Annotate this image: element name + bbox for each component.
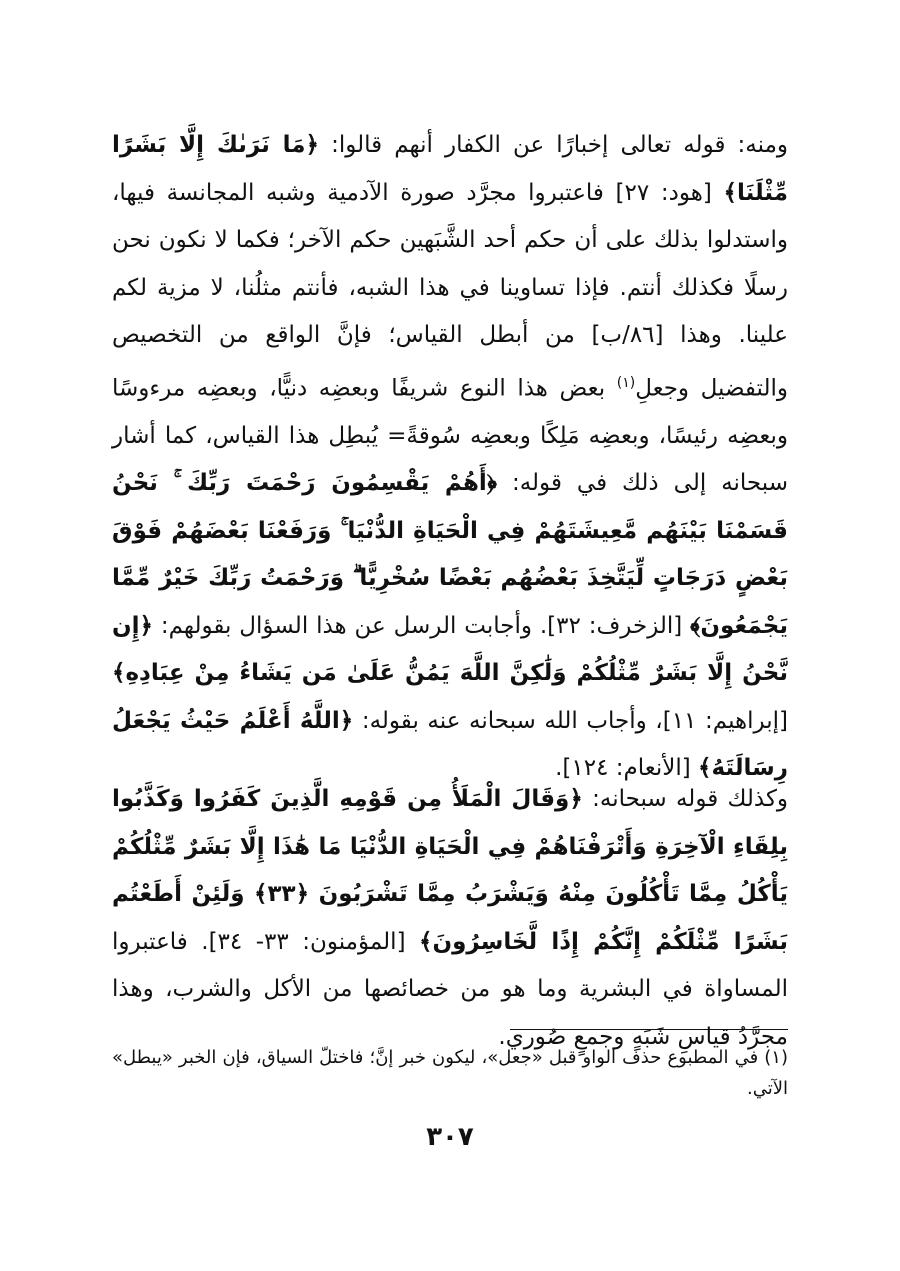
paragraph-2	[112, 776, 788, 1061]
paragraph-2-text	[112, 776, 788, 1061]
quran-verse-hud-27: ﴿مَا نَرَىٰكَ إِلَّا بَشَرًا مِّثْلَنَا﴾	[112, 132, 788, 206]
text-segment: ومنه: قوله تعالى إخبارًا عن الكفار أنهم قالوا:	[318, 132, 788, 158]
text-segment: [هود: ٢٧] فاعتبروا مجرَّد صورة الآدمية وشبه المجانسة فيها، واستدلوا بذلك على أن حكم أحد الشَّبَهين حكم الآخر؛ فكما لا نكون نحن رسلًا فكذلك أنتم. فإذا تساوينا في هذا الشبه، فأنتم مثلُنا، لا مزية لكم علينا. وهذا [٨٦/ب] من أبطل القياس؛ فإنَّ الواقع من التخصيص والتفضيل وجعلِ	[112, 179, 788, 402]
quran-verse-muminun-33-34: ﴿وَقَالَ الْمَلَأُ مِن قَوْمِهِ الَّذِينَ كَفَرُوا وَكَذَّبُوا بِلِقَاءِ الْآخِرَةِ وَأَتْرَفْنَاهُمْ فِي الْحَيَاةِ الدُّنْيَا مَا هَٰذَا إِلَّا بَشَرٌ مِّثْلُكُمْ يَأْكُلُ مِمَّا تَأْكُلُونَ مِنْهُ وَيَشْرَبُ مِمَّا تَشْرَبُونَ ﴿٣٣﴾ وَلَئِنْ أَطَعْتُم بَشَرًا مِّثْلَكُمْ إِنَّكُمْ إِذًا لَّخَاسِرُونَ﴾	[112, 786, 788, 955]
quran-verse-anam-124: ﴿اللَّهُ أَعْلَمُ حَيْثُ يَجْعَلُ رِسَالَتَهُ﴾	[112, 707, 788, 782]
text-segment: بعض هذا النوع شريفًا وبعضِه دنيًّا، وبعضِه مرءوسًا وبعضِه رئيسًا، وبعضِه مَلِكًا وبعضِه سُوقةً= يُبطِل هذا القياس، كما أشار سبحانه إلى ذلك في قوله:	[112, 375, 788, 497]
text-segment: [الزخرف: ٣٢]. وأجابت الرسل عن هذا السؤال بقولهم:	[153, 612, 691, 639]
paragraph-1	[112, 122, 788, 793]
quran-verse-zukhruf-32: ﴿أَهُمْ يَقْسِمُونَ رَحْمَتَ رَبِّكَ ۚ نَحْنُ قَسَمْنَا بَيْنَهُم مَّعِيشَتَهُمْ فِي الْحَيَاةِ الدُّنْيَا ۚ وَرَفَعْنَا بَعْضَهُمْ فَوْقَ بَعْضٍ دَرَجَاتٍ لِّيَتَّخِذَ بَعْضُهُم بَعْضًا سُخْرِيًّا ۗ وَرَحْمَتُ رَبِّكَ خَيْرٌ مِّمَّا يَجْمَعُونَ﴾	[112, 470, 788, 639]
text-segment: وكذلك قوله سبحانه:	[582, 786, 789, 812]
text-segment: [إبراهيم: ١١]، وأجاب الله سبحانه عنه بقوله:	[353, 707, 788, 734]
text-segment: [الأنعام: ١٢٤].	[555, 755, 699, 782]
footnote: (١) في المطبوع حذف الواو قبل «جعل»، ليكون خبر إنَّ؛ فاختلّ السياق، فإن الخبر «يبطل» الآتي.	[112, 1047, 788, 1099]
page-body	[112, 122, 789, 1152]
footnote-separator	[510, 1029, 788, 1030]
paragraph-1-text	[112, 122, 788, 793]
footnote-ref: (١)	[616, 374, 636, 391]
text-segment: [المؤمنون: ٣٣- ٣٤]. فاعتبروا المساواة في البشرية وما هو من خصائصها من الأكل والشرب، وهذا مجرَّدُ قياسِ شَبَهٍ وجمعٍ صُوري.	[112, 928, 788, 1050]
page-number: ٣٠٧	[426, 1122, 474, 1152]
quran-verse-ibrahim-11: ﴿إِن نَّحْنُ إِلَّا بَشَرٌ مِّثْلُكُمْ وَلَٰكِنَّ اللَّهَ يَمُنُّ عَلَىٰ مَن يَشَاءُ مِنْ عِبَادِهِ﴾	[112, 612, 788, 687]
